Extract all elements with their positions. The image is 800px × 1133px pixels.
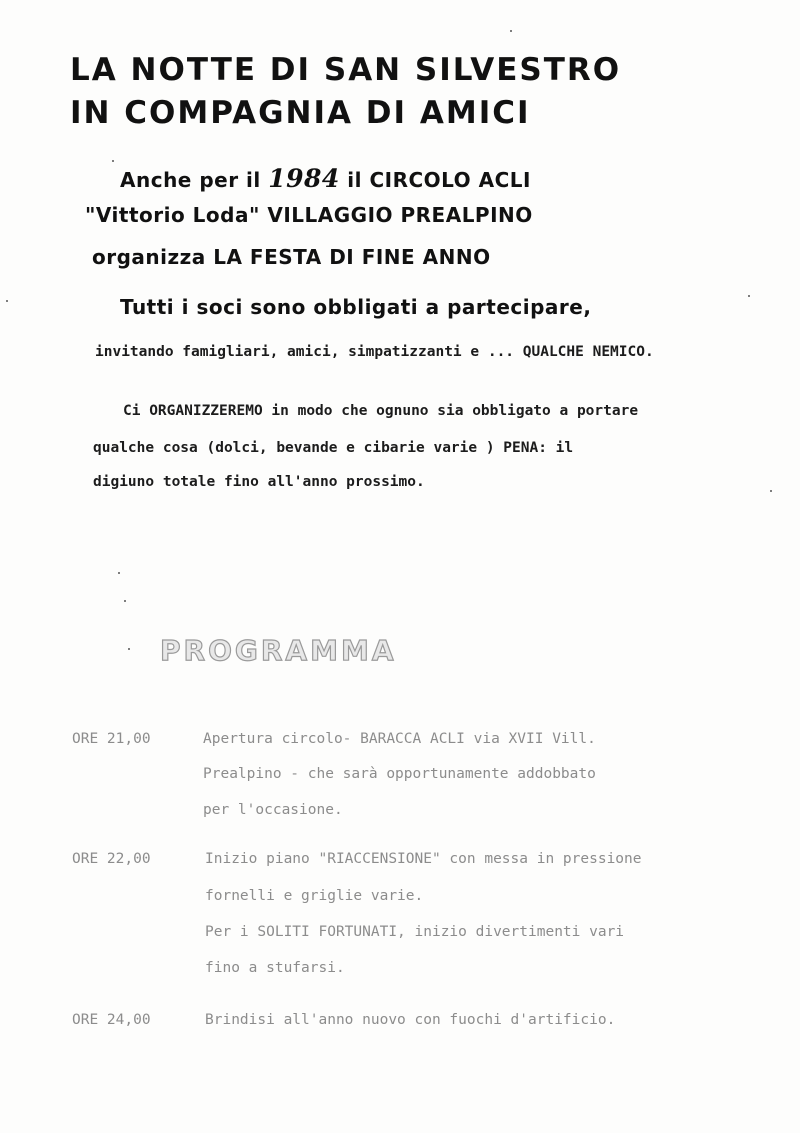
event-time: ORE 22,00 <box>72 851 151 867</box>
event-description-line: Apertura circolo- BARACCA ACLI via XVII Vill. <box>203 731 596 747</box>
invite-line: invitando famigliari, amici, simpatizzanti e ... QUALCHE NEMICO. <box>95 344 654 360</box>
scan-speck <box>510 30 512 32</box>
paragraph-line-3: digiuno totale fino all'anno prossimo. <box>93 474 425 490</box>
paragraph-line-2: qualche cosa (dolci, bevande e cibarie varie ) PENA: il <box>93 440 574 456</box>
scan-speck <box>128 648 130 650</box>
title-line-2: IN COMPAGNIA DI AMICI <box>70 95 531 131</box>
event-description-line: per l'occasione. <box>203 802 343 818</box>
program-heading: PROGRAMMA <box>160 634 397 667</box>
paragraph-line-1: Ci ORGANIZZEREMO in modo che ognuno sia obbligato a portare <box>123 403 639 419</box>
event-description-line: Per i SOLITI FORTUNATI, inizio divertimenti vari <box>205 924 625 940</box>
announcement-line-3: organizza LA FESTA DI FINE ANNO <box>92 245 491 269</box>
announcement-line-1 <box>120 166 531 191</box>
announcement-prefix: Anche per il <box>120 168 269 192</box>
scan-speck <box>124 600 126 602</box>
event-description-line: Brindisi all'anno nuovo con fuochi d'artificio. <box>205 1012 616 1028</box>
event-description-line: fornelli e griglie varie. <box>205 888 424 904</box>
event-description-line: fino a stufarsi. <box>205 960 345 976</box>
event-time: ORE 24,00 <box>72 1012 151 1028</box>
event-description-line: Inizio piano "RIACCENSIONE" con messa in pressione <box>205 851 642 867</box>
announcement-line-4: Tutti i soci sono obbligati a partecipare, <box>120 295 592 319</box>
scan-speck <box>748 295 750 297</box>
scan-speck <box>6 300 8 302</box>
scan-speck <box>118 572 120 574</box>
announcement-circolo: il CIRCOLO ACLI <box>339 168 531 192</box>
scan-speck <box>770 490 772 492</box>
event-description-line: Prealpino - che sarà opportunamente addobbato <box>203 766 596 782</box>
announcement-year: 1984 <box>268 164 340 193</box>
title-line-1: LA NOTTE DI SAN SILVESTRO <box>70 52 622 88</box>
scan-speck <box>112 160 114 162</box>
event-time: ORE 21,00 <box>72 731 151 747</box>
announcement-line-2: "Vittorio Loda" VILLAGGIO PREALPINO <box>85 203 533 227</box>
